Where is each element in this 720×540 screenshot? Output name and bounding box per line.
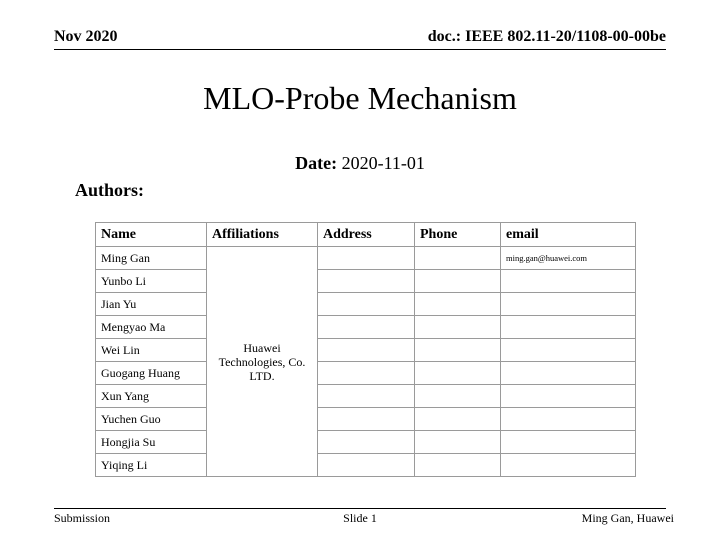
author-address [318,339,415,362]
table-row [96,408,636,431]
footer-submission: Submission [54,511,111,525]
author-phone [415,339,501,362]
author-email [501,385,636,408]
footer-slide-number: Slide 1 [343,511,377,525]
authors-heading: Authors: [75,180,145,200]
column-header-name: Name [96,223,207,247]
author-phone [415,247,501,270]
author-name: Wei Lin [96,339,207,362]
table-row [96,247,636,270]
column-header-email: email [501,223,636,247]
footer-author: Ming Gan, Huawei [581,511,674,525]
author-name: Yuchen Guo [96,408,207,431]
header-date: Nov 2020 [54,28,118,45]
author-phone [415,316,501,339]
date-line [0,153,720,174]
author-name: Ming Gan [96,247,207,270]
author-phone [415,270,501,293]
author-name: Mengyao Ma [96,316,207,339]
slide-title: MLO-Probe Mechanism [203,80,517,116]
author-email [501,362,636,385]
author-name: Jian Yu [96,293,207,316]
column-header-affiliations: Affiliations [207,223,318,247]
author-email [501,339,636,362]
author-address [318,316,415,339]
author-address [318,270,415,293]
author-phone [415,408,501,431]
author-address [318,385,415,408]
author-address [318,247,415,270]
author-email [501,316,636,339]
author-name: Hongjia Su [96,431,207,454]
table-row [96,454,636,477]
author-email [501,270,636,293]
author-phone [415,362,501,385]
table-row [96,362,636,385]
author-address [318,454,415,477]
author-email [501,454,636,477]
table-header-row [96,223,636,247]
footer-divider [54,508,666,509]
header-divider [54,49,666,50]
author-affiliation: Huawei Technologies, Co. LTD. [207,247,318,477]
header-doc-id: doc.: IEEE 802.11-20/1108-00-00be [427,28,666,45]
author-phone [415,385,501,408]
author-email [501,408,636,431]
author-email: ming.gan@huawei.com [501,247,636,270]
author-address [318,293,415,316]
author-email [501,431,636,454]
author-address [318,362,415,385]
author-address [318,408,415,431]
date-label: Date: [295,153,338,173]
author-address [318,431,415,454]
column-header-address: Address [318,223,415,247]
author-name: Guogang Huang [96,362,207,385]
column-header-phone: Phone [415,223,501,247]
authors-table [95,222,636,477]
author-phone [415,454,501,477]
table-row [96,270,636,293]
table-row [96,385,636,408]
author-email [501,293,636,316]
table-row [96,431,636,454]
table-row [96,339,636,362]
date-value: 2020-11-01 [341,153,425,173]
author-phone [415,293,501,316]
table-row [96,293,636,316]
author-name: Xun Yang [96,385,207,408]
author-name: Yiqing Li [96,454,207,477]
author-phone [415,431,501,454]
author-name: Yunbo Li [96,270,207,293]
table-row [96,316,636,339]
